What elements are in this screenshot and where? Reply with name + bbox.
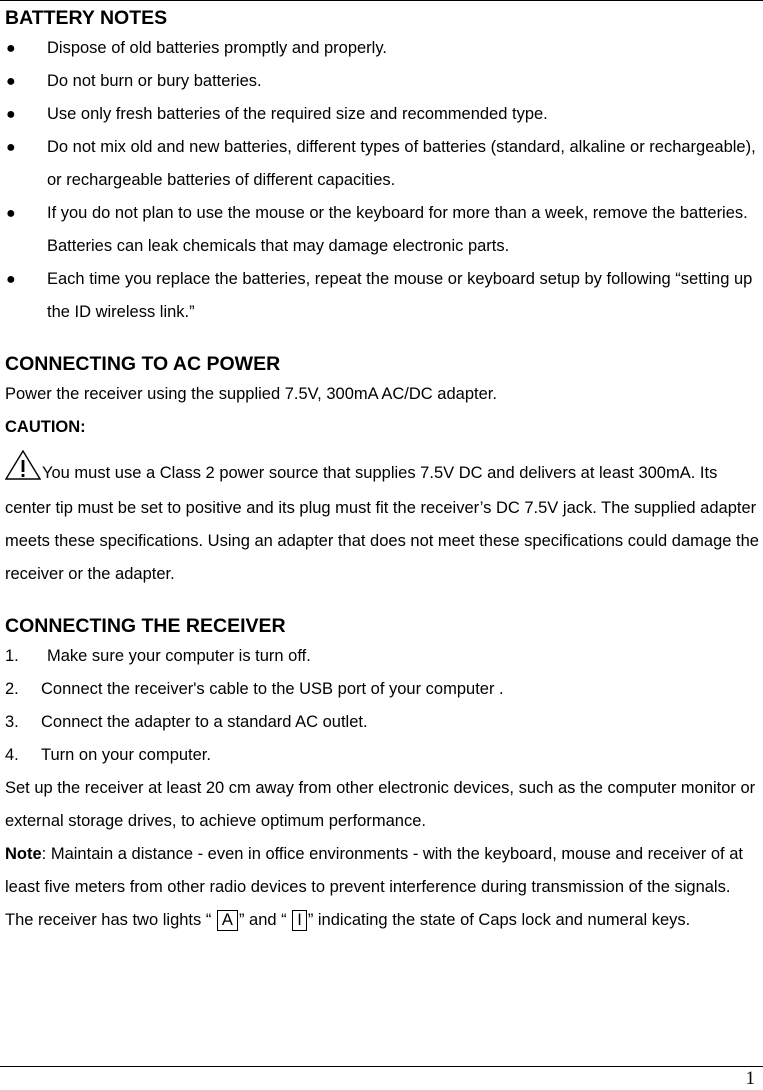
- list-item: 1. Make sure your computer is turn off.: [5, 640, 760, 673]
- bullet-icon: ●: [6, 40, 16, 57]
- receiver-steps-list: [5, 640, 760, 772]
- bullet-icon: ●: [6, 205, 16, 222]
- list-item: 3. Connect the adapter to a standard AC outlet.: [5, 706, 760, 739]
- step-number: 3.: [5, 713, 19, 731]
- caps-lock-light-label: A: [217, 910, 238, 931]
- list-item: ● Each time you replace the batteries, repeat the mouse or keyboard setup by following “setting up the ID wireless link.”: [5, 263, 760, 329]
- page-number: 1: [745, 1068, 755, 1089]
- bullet-icon: ●: [6, 106, 16, 123]
- warning-triangle-icon: [5, 450, 41, 492]
- connecting-receiver-heading: CONNECTING THE RECEIVER: [5, 615, 286, 637]
- note-paragraph: Note: Maintain a distance - even in office environments - with the keyboard, mouse and receiver of at least five meters from other radio devices to prevent interference during transmission of the signals. The receiver has two lights “ A ” and “ I ” indicating the state of Caps lock and numeral keys.: [5, 845, 743, 929]
- placement-paragraph: Set up the receiver at least 20 cm away from other electronic devices, such as the computer monitor or external storage drives, to achieve optimum performance.: [5, 779, 756, 830]
- list-item: ● Use only fresh batteries of the required size and recommended type.: [5, 98, 760, 131]
- step-number: 4.: [5, 746, 19, 764]
- ac-power-heading: CONNECTING TO AC POWER: [5, 353, 281, 375]
- step-number: 1.: [5, 647, 19, 665]
- list-item: ● Do not mix old and new batteries, different types of batteries (standard, alkaline or rechargeable), or rechargeable batteries of different capacities.: [5, 131, 760, 197]
- document-body: [5, 4, 760, 937]
- list-item: ● Do not burn or bury batteries.: [5, 65, 760, 98]
- list-item: ● Dispose of old batteries promptly and properly.: [5, 32, 760, 65]
- ac-power-intro: Power the receiver using the supplied 7.5V, 300mA AC/DC adapter.: [5, 385, 497, 403]
- bullet-icon: ●: [6, 139, 16, 156]
- top-rule: [0, 0, 763, 1]
- bottom-rule: [0, 1066, 763, 1067]
- bullet-icon: ●: [6, 271, 16, 288]
- list-item: 2. Connect the receiver's cable to the USB port of your computer .: [5, 673, 760, 706]
- bullet-icon: ●: [6, 73, 16, 90]
- step-number: 2.: [5, 680, 19, 698]
- battery-notes-heading: BATTERY NOTES: [5, 7, 168, 29]
- battery-notes-list: [5, 32, 760, 329]
- caution-paragraph: [5, 444, 760, 591]
- caution-label: CAUTION:: [5, 418, 86, 436]
- list-item: 4. Turn on your computer.: [5, 739, 760, 772]
- list-item: ● If you do not plan to use the mouse or the keyboard for more than a week, remove the batteries. Batteries can leak chemicals that may damage electronic parts.: [5, 197, 760, 263]
- num-lock-light-label: I: [292, 910, 307, 931]
- caution-text: You must use a Class 2 power source that supplies 7.5V DC and delivers at least 300mA. Its center tip must be set to positive and its plug must fit the receiver’s DC 7.5V jack. The supplied adapter meets these specifications. Using an adapter that does not meet these specifications could damage the receiver or the adapter.: [5, 464, 759, 583]
- note-label: Note: [5, 845, 42, 863]
